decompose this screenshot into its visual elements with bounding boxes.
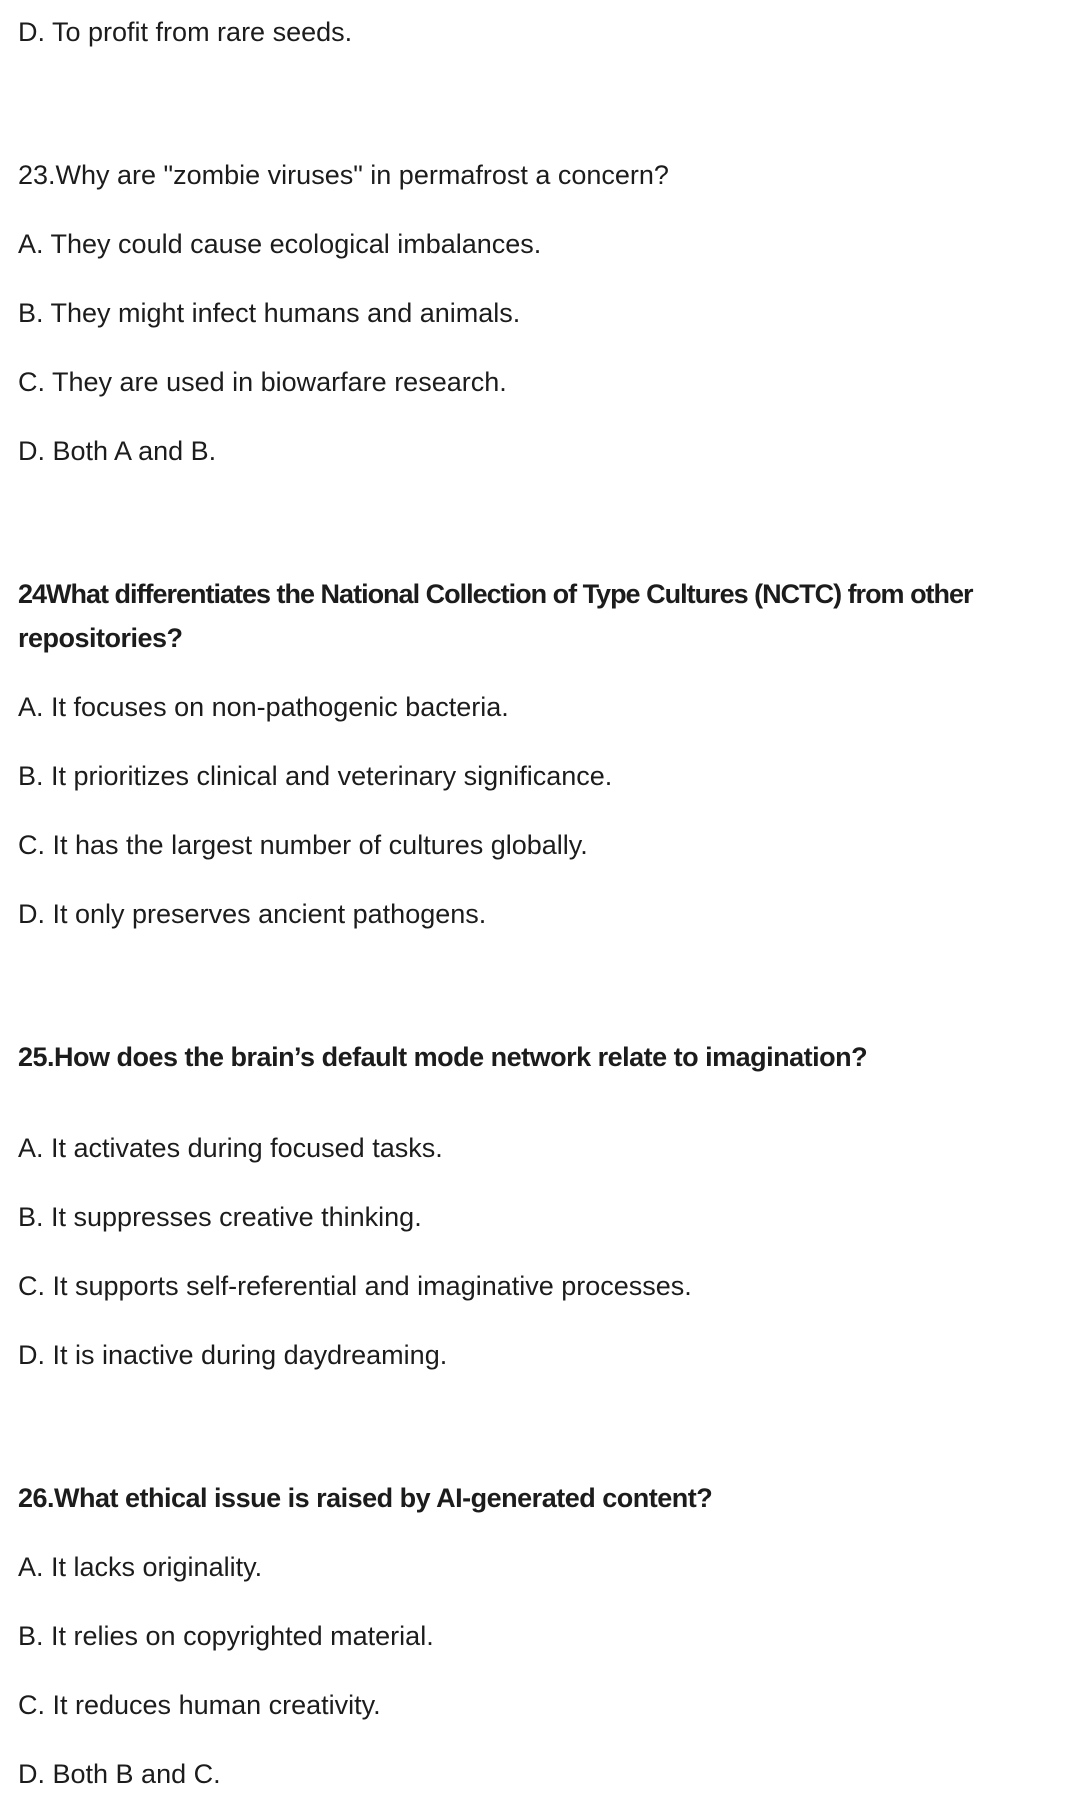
block-spacer xyxy=(18,1402,1070,1476)
question-23-option-c: C. They are used in biowarfare research. xyxy=(18,367,507,397)
prev-question-option-d: D. To profit from rare seeds. xyxy=(18,17,353,47)
question-25-option-d: D. It is inactive during daydreaming. xyxy=(18,1340,448,1370)
question-25-option-a: A. It activates during focused tasks. xyxy=(18,1133,443,1163)
question-26-option-c: C. It reduces human creativity. xyxy=(18,1690,381,1720)
question-26-option-a: A. It lacks originality. xyxy=(18,1552,263,1582)
question-24-line-2: repositories? xyxy=(18,623,183,653)
question-26-option-b: B. It relies on copyrighted material. xyxy=(18,1621,434,1651)
question-24-option-b: B. It prioritizes clinical and veterinary significance. xyxy=(18,761,613,791)
block-spacer xyxy=(18,79,1070,153)
block-spacer xyxy=(18,498,1070,572)
question-26-option-d: D. Both B and C. xyxy=(18,1759,221,1789)
question-23-option-d: D. Both A and B. xyxy=(18,436,217,466)
question-25-option-b: B. It suppresses creative thinking. xyxy=(18,1202,422,1232)
block-spacer xyxy=(18,961,1070,1035)
question-25-option-c: C. It supports self-referential and imaginative processes. xyxy=(18,1271,692,1301)
question-24-option-a: A. It focuses on non-pathogenic bacteria. xyxy=(18,692,509,722)
question-23-option-a: A. They could cause ecological imbalances. xyxy=(18,229,542,259)
question-24-line-1: 24What differentiates the National Collection of Type Cultures (NCTC) from other xyxy=(18,579,973,609)
question-24-option-c: C. It has the largest number of cultures globally. xyxy=(18,830,588,860)
question-25: 25.How does the brain’s default mode network relate to imagination? xyxy=(18,1042,868,1072)
question-23-option-b: B. They might infect humans and animals. xyxy=(18,298,521,328)
question-26: 26.What ethical issue is raised by AI-generated content? xyxy=(18,1483,713,1513)
question-23: 23.Why are "zombie viruses" in permafrost a concern? xyxy=(18,160,669,190)
question-24-option-d: D. It only preserves ancient pathogens. xyxy=(18,899,487,929)
